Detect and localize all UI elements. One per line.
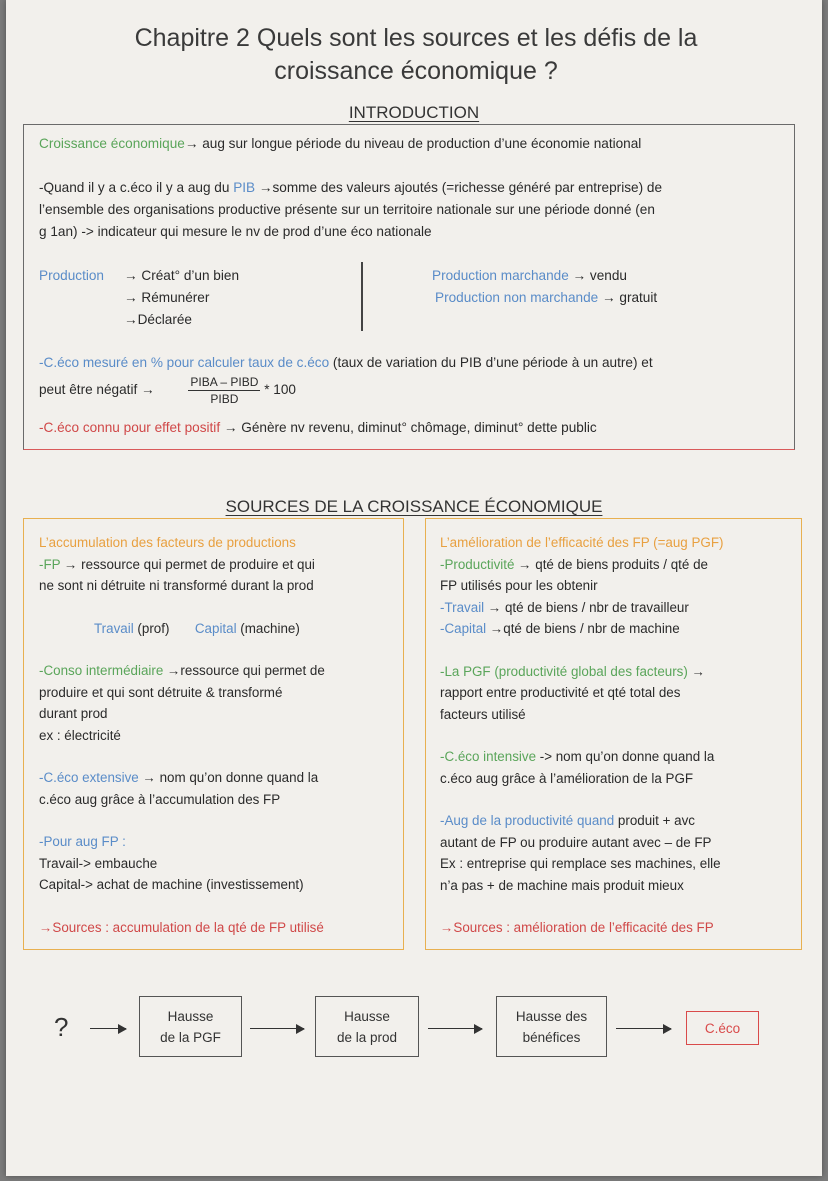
definition-arrow: → <box>184 136 199 151</box>
efficiency-sources: →Sources : amélioration de l’efficacité des FP <box>440 920 714 935</box>
flow-step-benefits: Hausse des bénéfices <box>496 996 607 1057</box>
title-line-2: croissance économique ? <box>274 57 558 85</box>
flow-arrow <box>90 1028 126 1029</box>
pib-term: PIB <box>233 180 256 195</box>
growth-rate-formula: $\frac{\text{PIBA – PIBD}}{\text{PIBD}}$ <box>190 375 259 406</box>
efficiency-heading: L’amélioration de l’efficacité des FP (=aug PGF) <box>440 535 724 550</box>
production-item: →Déclarée <box>124 312 192 327</box>
production-list <box>124 265 239 331</box>
title-line-1: Chapitre 2 Quels sont les sources et les défis de la <box>134 24 698 52</box>
effect-line: -C.éco connu pour effet positif → Génère nv revenu, diminut° chômage, diminut° dette public <box>39 420 597 435</box>
definition-text: aug sur longue période du niveau de production d’une économie national <box>198 136 642 151</box>
flow-step-pgf: Hausse de la PGF <box>139 996 242 1057</box>
flow-arrow <box>616 1028 671 1029</box>
divider-line <box>361 262 363 331</box>
intro-box <box>23 124 795 450</box>
document-page <box>6 0 822 1176</box>
efficiency-box <box>425 518 802 950</box>
definition-term: Croissance économique <box>39 136 185 151</box>
accumulation-box <box>23 518 404 950</box>
definition-line <box>39 133 641 155</box>
pib-paragraph: -Quand il y a c.éco il y a aug du PIB →somme des valeurs ajoutés (=richesse généré par entreprise) de l’ensemble des organisations productive présente sur un territoire nationale sur une période donné (en g 1an) -> indicateur qui mesure le nv de prod d’une éco nationale <box>39 180 663 239</box>
production-item: → Créat° d’un bien <box>124 268 240 283</box>
production-item: → Rémunérer <box>124 290 210 305</box>
flow-step-prod: Hausse de la prod <box>315 996 419 1057</box>
flow-end-ceco: C.éco <box>686 1011 759 1045</box>
flow-arrow <box>428 1028 482 1029</box>
accumulation-heading: L’accumulation des facteurs de productions <box>39 535 296 550</box>
production-types: Production marchande → vendu Production non marchande → gratuit <box>432 268 658 305</box>
intro-heading: INTRODUCTION <box>348 103 480 122</box>
production-term: Production <box>39 268 104 283</box>
accumulation-content: L’accumulation des facteurs de productions -FP → ressource qui permet de produire et qui ne sont ni détruite ni transformé durant la prod Travail (prof) Capital (machine) -Conso intermédiaire →ressource qui permet de produire et qui sont détruite & transformé durant prod ex : électricité -C.éco extensive → nom qu’on donne quand la c.éco aug grâce à l’accumulation des FP -Pour aug FP : Travail-> embauche Capital-> achat de machine (investissement) →Sources : accumulation de la qté de FP utilisé <box>39 532 399 938</box>
sources-heading: SOURCES DE LA CROISSANCE ÉCONOMIQUE <box>225 497 603 516</box>
flow-arrow <box>250 1028 304 1029</box>
efficiency-content: L’amélioration de l’efficacité des FP (=aug PGF) -Productivité → qté de biens produits / qté de FP utilisés pour les obtenir -Travail → qté de biens / nbr de travailleur -Capital →qté de biens / nbr de machine -La PGF (productivité global des facteurs) → rapport entre productivité et qté total des facteurs utilisé -C.éco intensive -> nom qu’on donne quand la c.éco aug grâce à l’amélioration de la PGF -Aug de la productivité quand produit + avc autant de FP ou produire autant avec – de FP Ex : entreprise qui remplace ses machines, elle n’a pas + de machine mais produit mieux →Sources : amélioration de l’efficacité des FP <box>440 532 800 939</box>
page-title <box>16 22 816 88</box>
measure-paragraph: -C.éco mesuré en % pour calculer taux de c.éco (taux de variation du PIB d’une période à un autre) et peut être négatif → $\frac{\text{PIBA – PIBD}}{\text{PIBD}}$ * 100 <box>39 355 653 406</box>
question-mark: ? <box>54 1012 69 1042</box>
accumulation-sources: →Sources : accumulation de la qté de FP utilisé <box>39 919 324 935</box>
